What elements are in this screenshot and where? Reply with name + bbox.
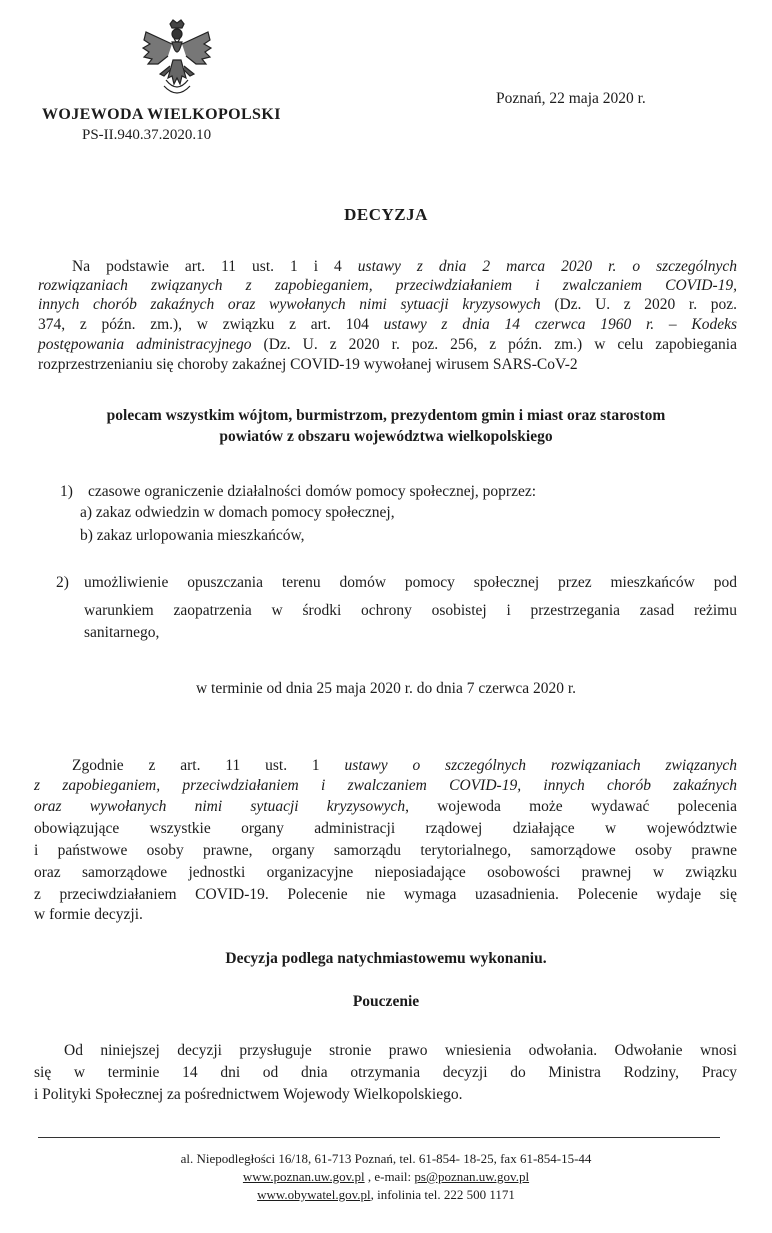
statute-title: rozwiązaniach związanych z zapobieganiem, przeciwdziałaniem i zwalczaniem COVID-19, xyxy=(38,277,737,294)
place-date: Poznań, 22 maja 2020 r. xyxy=(496,90,646,107)
instruction-line-1: Od niniejszej decyzji przysługuje stronie prawo wniesienia odwołania. Odwołanie wnosi xyxy=(64,1042,737,1059)
intro-text: Na podstawie art. 11 ust. 1 i 4 xyxy=(72,258,358,275)
intro-text: (Dz. U. z 2020 r. poz. 256, z późn. zm.) w celu zapobiegania xyxy=(251,336,737,353)
statute-title: z zapobieganiem, przeciwdziałaniem i zwalczaniem COVID-19, innych chorób zakaźnych xyxy=(34,777,737,794)
item-2-line-2: warunkiem zaopatrzenia w środki ochrony osobistej i przestrzegania zasad reżimu xyxy=(84,602,737,619)
item-2-line-1: umożliwienie opuszczania terenu domów pomocy społecznej przez mieszkańców pod xyxy=(84,574,737,591)
instruction-line-2: się w terminie 14 dni od dnia otrzymania decyzji do Ministra Rodziny, Pracy xyxy=(34,1064,737,1081)
obywatel-link[interactable]: www.obywatel.gov.pl xyxy=(257,1187,371,1202)
hotline-text: , infolinia tel. 222 500 1171 xyxy=(370,1187,515,1202)
item-1-sub-b: b) zakaz urlopowania mieszkańców, xyxy=(80,527,305,544)
email-label: , e-mail: xyxy=(364,1169,415,1184)
email-link[interactable]: ps@poznan.uw.gov.pl xyxy=(414,1169,530,1184)
eagle-emblem-icon xyxy=(140,18,214,100)
item-number-2: 2) xyxy=(56,574,69,591)
intro-line-3 xyxy=(38,296,737,314)
footer-hotline xyxy=(0,1187,772,1203)
item-1-text: czasowe ograniczenie działalności domów pomocy społecznej, poprzez: xyxy=(88,483,537,500)
footer-address: al. Niepodległości 16/18, 61-713 Poznań, tel. 61-854- 18-25, fax 61-854-15-44 xyxy=(180,1151,592,1166)
legal-line-3 xyxy=(34,798,737,816)
intro-line-5 xyxy=(38,336,737,354)
instruction-line-3: i Polityki Społecznej za pośrednictwem Wojewody Wielkopolskiego. xyxy=(34,1086,463,1103)
statute-title: innych chorób zakaźnych oraz wywołanych nimi sytuacji kryzysowych xyxy=(38,296,541,313)
issuing-authority: WOJEWODA WIELKOPOLSKI xyxy=(42,106,281,123)
term-of-validity: w terminie od dnia 25 maja 2020 r. do dnia 7 czerwca 2020 r. xyxy=(195,680,577,697)
intro-line-2 xyxy=(38,277,737,295)
legal-text: Zgodnie z art. 11 ust. 1 xyxy=(72,757,345,774)
legal-line-1 xyxy=(72,757,737,775)
legal-line-6: oraz samorządowe jednostki organizacyjne nieposiadające osobowości prawnej w związku xyxy=(34,864,737,881)
legal-text: , wojewoda może wydawać polecenia xyxy=(405,798,737,815)
legal-line-2 xyxy=(34,777,737,795)
legal-line-8: w formie decyzji. xyxy=(34,906,143,923)
website-link[interactable]: www.poznan.uw.gov.pl xyxy=(242,1169,365,1184)
intro-line-4 xyxy=(38,316,737,334)
legal-line-5: i państwowe osoby prawne, organy samorządu terytorialnego, samorządowe osoby prawne xyxy=(34,842,737,859)
document-title: DECYZJA xyxy=(344,205,428,224)
legal-line-4: obowiązujące wszystkie organy administracji rządowej działające w województwie xyxy=(34,820,737,837)
intro-text: 374, z późn. zm.), w związku z art. 104 xyxy=(38,316,384,333)
intro-text: (Dz. U. z 2020 r. poz. xyxy=(540,296,738,313)
case-number: PS-II.940.37.2020.10 xyxy=(82,127,212,143)
instruction-heading: Pouczenie xyxy=(352,993,420,1010)
statute-title: ustawy z dnia 2 marca 2020 r. o szczególnych xyxy=(357,258,737,275)
statute-title: oraz wywołanych nimi sytuacji kryzysowych xyxy=(34,798,406,815)
statute-title: postępowania administracyjnego xyxy=(38,336,252,353)
item-2-line-3: sanitarnego, xyxy=(84,624,160,641)
item-1-sub-a: a) zakaz odwiedzin w domach pomocy społecznej, xyxy=(80,504,395,521)
order-line-2: powiatów z obszaru województwa wielkopolskiego xyxy=(219,428,553,445)
footer-contact xyxy=(0,1169,772,1185)
item-number-1: 1) xyxy=(60,483,73,500)
footer-divider xyxy=(38,1137,720,1138)
intro-line-6: rozprzestrzenianiu się choroby zakaźnej COVID-19 wywołanej wirusem SARS-CoV-2 xyxy=(38,356,578,373)
legal-line-7: z przeciwdziałaniem COVID-19. Polecenie nie wymaga uzasadnienia. Polecenie wydaje się xyxy=(34,886,737,903)
intro-line-1 xyxy=(72,258,737,276)
statute-title: ustawy o szczególnych rozwiązaniach związanych xyxy=(344,757,737,774)
enforcement-clause: Decyzja podlega natychmiastowemu wykonaniu. xyxy=(225,950,547,967)
statute-title: ustawy z dnia 14 czerwca 1960 r. – Kodeks xyxy=(383,316,737,333)
order-line-1: polecam wszystkim wójtom, burmistrzom, prezydentom gmin i miast oraz starostom xyxy=(106,407,666,424)
